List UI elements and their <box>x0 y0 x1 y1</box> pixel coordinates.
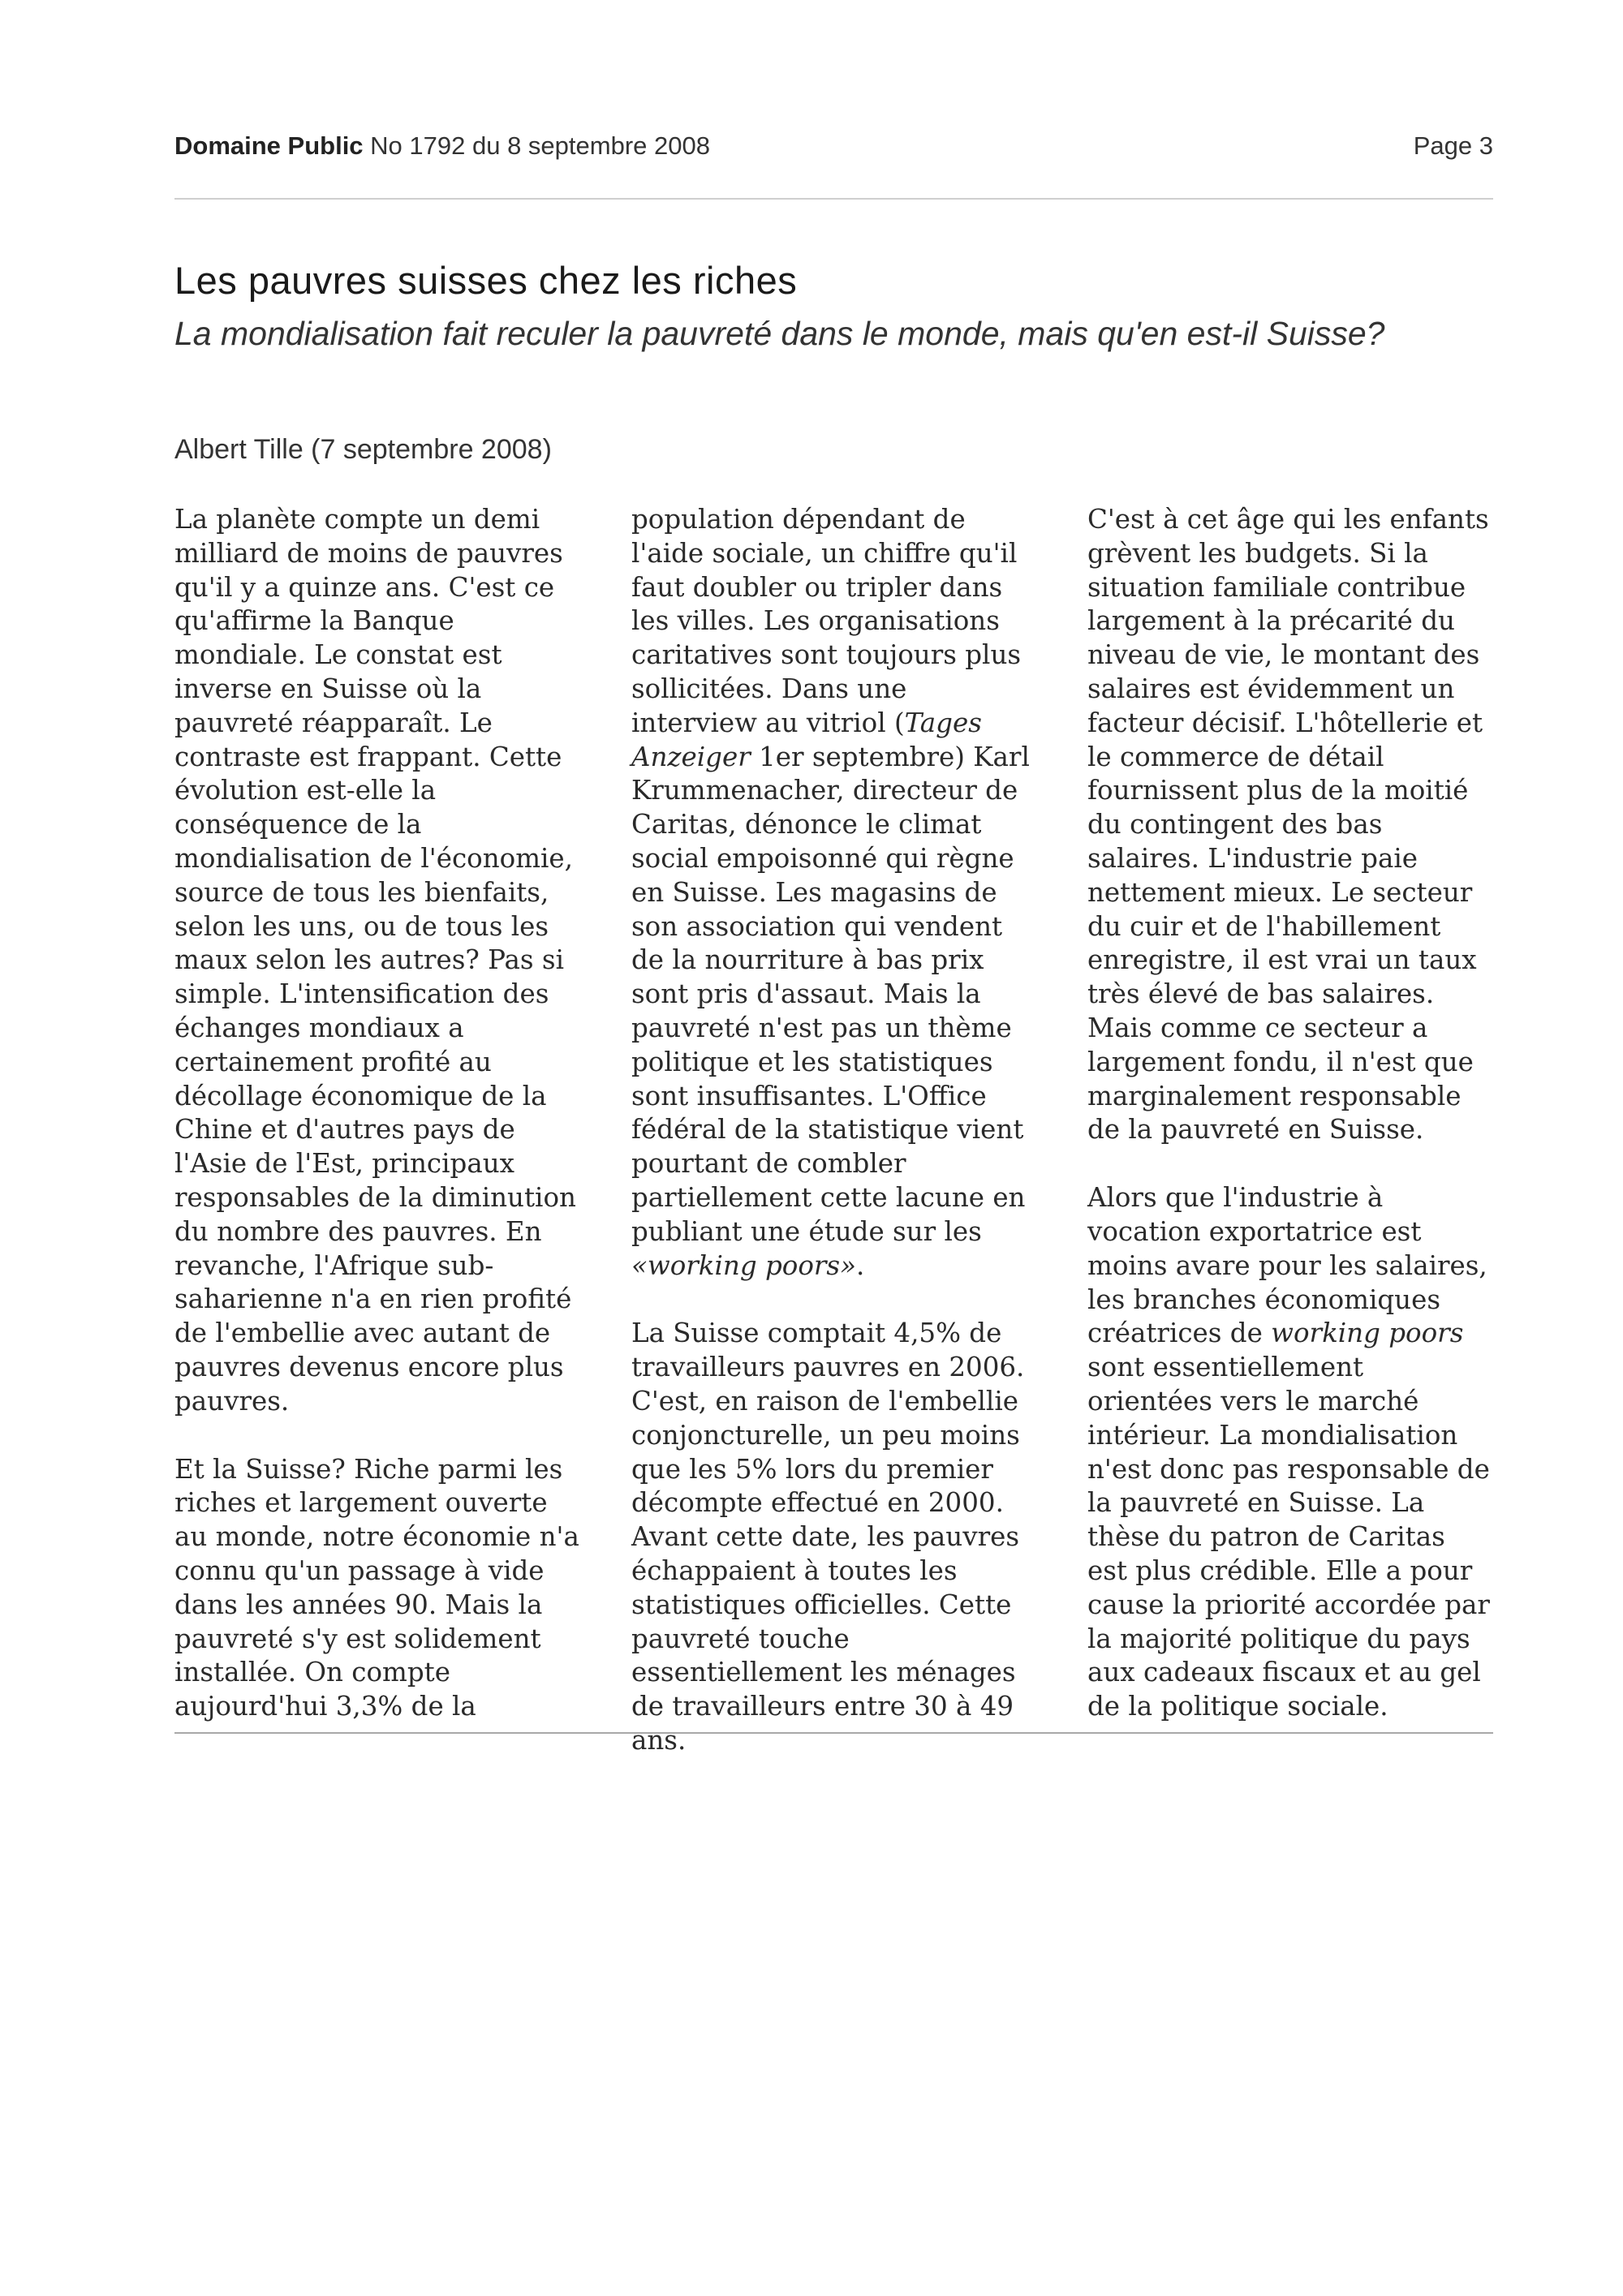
text-run: 1er septembre) Karl Krummenacher, directeur de Caritas, dénonce le climat social empoisonné qui règne en Suisse. Les magasins de son association qui vendent de la nourriture à bas prix sont pris d'assaut. Mais la pauvreté n'est pas un thème politique et les statistiques sont insuffisantes. L'Office fédéral de la statistique vient pourtant de combler partiellement cette lacune en publiant une étude sur les <box>631 741 1030 1247</box>
text-run: population dépendant de l'aide sociale, un chiffre qu'il faut doubler ou tripler dans les villes. Les organisations caritatives sont toujours plus sollicitées. Dans une interview au vitriol ( <box>631 504 1022 738</box>
publication-info <box>174 131 710 161</box>
paragraph: Et la Suisse? Riche parmi les riches et largement ouverte au monde, notre économie n'a connu qu'un passage à vide dans les années 90. Mais la pauvreté s'y est solidement installée. On compte aujourd'hui 3,3% de la <box>174 1453 579 1722</box>
text-run: sont essentiellement orientées vers le marché intérieur. La mondialisation n'est donc pas responsable de la pauvreté en Suisse. La thèse du patron de Caritas est plus crédible. Elle a pour cause la priorité accordée par la majorité politique du pays aux cadeaux fiscaux et au gel de la politique sociale. <box>1087 1352 1490 1722</box>
issue-info: No 1792 du 8 septembre 2008 <box>370 131 710 160</box>
paragraph <box>631 503 1037 1283</box>
publication-name: Domaine Public <box>174 131 364 160</box>
page-header <box>174 131 1493 161</box>
article-column-2 <box>631 503 1037 1758</box>
newspaper-title: Tages Anzeiger <box>631 707 982 772</box>
paragraph: C'est à cet âge qui les enfants grèvent les budgets. Si la situation familiale contribue largement à la précarité du niveau de vie, le montant des salaires est évidemment un facteur décisif. L'hôtellerie et le commerce de détail fournissent plus de la moitié du contingent des bas salaires. L'industrie paie nettement mieux. Le secteur du cuir et de l'habillement enregistre, il est vrai un taux très élevé de bas salaires. Mais comme ce secteur a largement fondu, il n'est que marginalement responsable de la pauvreté en Suisse. <box>1087 504 1489 1146</box>
article-byline: Albert Tille (7 septembre 2008) <box>174 434 552 465</box>
header-divider <box>174 198 1493 200</box>
page-number: Page 3 <box>1413 131 1493 160</box>
paragraph <box>1087 1181 1493 1724</box>
emphasis-term: «working poors» <box>631 1249 856 1281</box>
article-column-1 <box>174 503 580 1724</box>
text-run: Alors que l'industrie à vocation exportatrice est moins avare pour les salaires, les branches économiques créatrices de <box>1087 1182 1487 1349</box>
article-end-divider <box>174 1732 1493 1734</box>
article-title: Les pauvres suisses chez les riches <box>174 259 798 302</box>
article-subtitle: La mondialisation fait reculer la pauvreté dans le monde, mais qu'en est-il Suisse? <box>174 315 1385 352</box>
text-run: . <box>856 1249 865 1281</box>
article-column-3 <box>1087 503 1493 1724</box>
emphasis-term: working poors <box>1271 1318 1464 1349</box>
paragraph: La Suisse comptait 4,5% de travailleurs pauvres en 2006. C'est, en raison de l'embellie conjoncturelle, un peu moins que les 5% lors du premier décompte effectué en 2000. Avant cette date, les pauvres échappaient à toutes les statistiques officielles. Cette pauvreté touche essentiellement les ménages de travailleurs entre 30 à 49 ans. <box>631 1318 1025 1756</box>
paragraph: La planète compte un demi milliard de moins de pauvres qu'il y a quinze ans. C'est ce qu'affirme la Banque mondiale. Le constat est inverse en Suisse où la pauvreté réapparaît. Le contraste est frappant. Cette évolution est-elle la conséquence de la mondialisation de l'économie, source de tous les bienfaits, selon les uns, ou de tous les maux selon les autres? Pas si simple. L'intensification des échanges mondiaux a certainement profité au décollage économique de la Chine et d'autres pays de l'Asie de l'Est, principaux responsables de la diminution du nombre des pauvres. En revanche, l'Afrique sub-saharienne n'a en rien profité de l'embellie avec autant de pauvres devenus encore plus pauvres. <box>174 504 576 1417</box>
